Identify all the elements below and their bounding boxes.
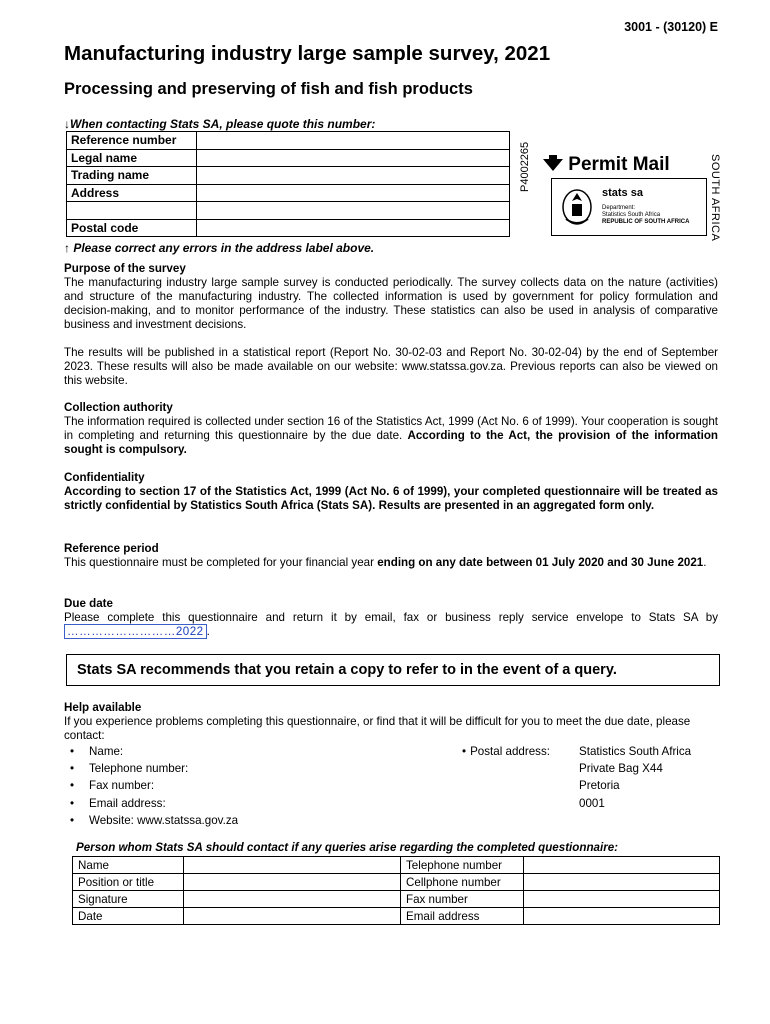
address-field[interactable] <box>197 184 510 202</box>
permit-number: P4002265 <box>519 141 531 192</box>
list-item: • Website: www.statssa.gov.za <box>70 812 238 829</box>
signature-field[interactable] <box>184 891 401 908</box>
republic-label: REPUBLIC OF SOUTH AFRICA <box>602 219 690 225</box>
postal-address-label: • Postal address: <box>462 743 550 760</box>
list-item: • Email address: <box>70 795 238 812</box>
address-line-2-label <box>67 202 197 220</box>
contact-person-note: Person whom Stats SA should contact if any queries arise regarding the completed questionnaire: <box>76 841 619 854</box>
email-field[interactable] <box>524 908 720 925</box>
purpose-paragraph-1: The manufacturing industry large sample survey is conducted periodically. The survey collects data on the nature (activities) and structure of the manufacturing industry. The collected information is used by government for policy formulation and decision-making, and to monitor performance of the industry. These statistics can also be used in analysis of comparative business and investment decisions. <box>64 276 718 331</box>
help-text: If you experience problems completing this questionnaire, or find that it will be difficult for you to meet the due date, please contact: <box>64 715 691 742</box>
table-row <box>67 167 510 185</box>
confidentiality-section <box>64 471 718 513</box>
purpose-paragraph-2: The results will be published in a statistical report (Report No. 30-02-03 and Report No. 30-02-04) by the end of September 2023. These results will also be made available on our website: www.statssa.gov.za. Previous reports can also be viewed on this website. <box>64 346 718 387</box>
table-row <box>73 891 720 908</box>
contact-person-table <box>72 856 720 925</box>
postal-address-lines <box>579 743 691 812</box>
quote-note: ↓When contacting Stats SA, please quote this number: <box>64 117 376 131</box>
name-field[interactable] <box>184 857 401 874</box>
table-row <box>67 202 510 220</box>
department-name: Statistics South Africa <box>602 212 661 218</box>
correct-errors-note: ↑ Please correct any errors in the address label above. <box>64 241 375 255</box>
permit-country: SOUTH AFRICA <box>709 154 721 242</box>
collection-bold: According to the Act, the provision of the information sought is compulsory. <box>64 429 718 456</box>
table-row <box>67 184 510 202</box>
collection-text <box>64 415 718 457</box>
reference-period-heading: Reference period <box>64 542 159 555</box>
address-line-2-field[interactable] <box>197 202 510 220</box>
table-row <box>73 874 720 891</box>
permit-mail-logo <box>543 154 670 176</box>
legal-name-label: Legal name <box>67 149 197 167</box>
postal-line: Pretoria <box>579 779 620 793</box>
date-field[interactable] <box>184 908 401 925</box>
address-label: Address <box>67 184 197 202</box>
telephone-label: Telephone number <box>401 857 524 874</box>
due-date-end: . <box>206 625 210 638</box>
purpose-section <box>64 262 718 388</box>
reference-table <box>66 131 510 237</box>
telephone-field[interactable] <box>524 857 720 874</box>
position-field[interactable] <box>184 874 401 891</box>
trading-name-field[interactable] <box>197 167 510 185</box>
due-date-field[interactable]: ………………………2022 <box>64 624 207 639</box>
stats-sa-logo-text: stats sa <box>602 187 643 199</box>
reference-period-section <box>64 542 718 570</box>
date-label: Date <box>73 908 184 925</box>
list-item: • Telephone number: <box>70 760 238 777</box>
legal-name-field[interactable] <box>197 149 510 167</box>
collection-section <box>64 401 718 457</box>
due-date-body: Please complete this questionnaire and return it by email, fax or business reply service envelope to Stats SA by <box>64 611 718 624</box>
page-subtitle: Processing and preserving of fish and fish products <box>64 80 473 98</box>
list-item: • Name: <box>70 743 238 760</box>
due-date-heading: Due date <box>64 597 113 610</box>
list-item: • Fax number: <box>70 777 238 794</box>
department-text <box>602 205 689 226</box>
form-code: 3001 - (30120) E <box>624 20 718 34</box>
fax-label: Fax number <box>401 891 524 908</box>
help-heading: Help available <box>64 701 142 714</box>
postal-line: 0001 <box>579 796 605 810</box>
department-label: Department: <box>602 205 636 211</box>
due-date-section <box>64 597 718 639</box>
purpose-heading: Purpose of the survey <box>64 262 186 275</box>
postal-code-label: Postal code <box>67 219 197 237</box>
reference-number-field[interactable] <box>197 132 510 150</box>
reference-period-bold: ending on any date between 01 July 2020 and 30 June 2021 <box>377 556 704 569</box>
reference-period-body: This questionnaire must be completed for your financial year <box>64 556 374 569</box>
table-row <box>67 149 510 167</box>
coat-of-arms-icon <box>560 187 594 227</box>
fax-field[interactable] <box>524 891 720 908</box>
postal-code-field[interactable] <box>197 219 510 237</box>
position-label: Position or title <box>73 874 184 891</box>
confidentiality-text: According to section 17 of the Statistics Act, 1999 (Act No. 6 of 1999), your completed questionnaire will be treated as strictly confidential by Statistics South Africa (Stats SA). Results are presented in an aggregated form only. <box>64 485 718 512</box>
table-row <box>73 857 720 874</box>
help-section <box>64 701 718 743</box>
postal-line: Statistics South Africa <box>579 745 692 758</box>
reference-period-text <box>64 556 718 570</box>
reference-period-end: . <box>703 556 707 569</box>
cellphone-field[interactable] <box>524 874 720 891</box>
stats-sa-logo-box <box>551 178 707 236</box>
due-date-text <box>64 611 718 639</box>
table-row <box>73 908 720 925</box>
table-row <box>67 219 510 237</box>
permit-brand-text: Permit Mail <box>568 154 670 175</box>
trading-name-label: Trading name <box>67 167 197 185</box>
table-row <box>67 132 510 150</box>
signature-label: Signature <box>73 891 184 908</box>
email-label: Email address <box>401 908 524 925</box>
page-title: Manufacturing industry large sample survey, 2021 <box>64 42 551 65</box>
permit-mail-stamp <box>519 141 721 242</box>
retain-copy-notice: Stats SA recommends that you retain a copy to refer to in the event of a query. <box>66 654 720 686</box>
reference-number-label: Reference number <box>67 132 197 150</box>
name-label: Name <box>73 857 184 874</box>
collection-body: The information required is collected under section 16 of the Statistics Act, 1999 (Act No. 6 of 1999). Your cooperation is sought in completing and returning this questionnaire by the due date. <box>64 415 718 442</box>
contact-list <box>70 743 238 829</box>
permit-arrow-icon <box>543 155 563 171</box>
cellphone-label: Cellphone number <box>401 874 524 891</box>
collection-heading: Collection authority <box>64 401 173 414</box>
postal-line: Private Bag X44 <box>579 762 663 776</box>
confidentiality-heading: Confidentiality <box>64 471 145 484</box>
